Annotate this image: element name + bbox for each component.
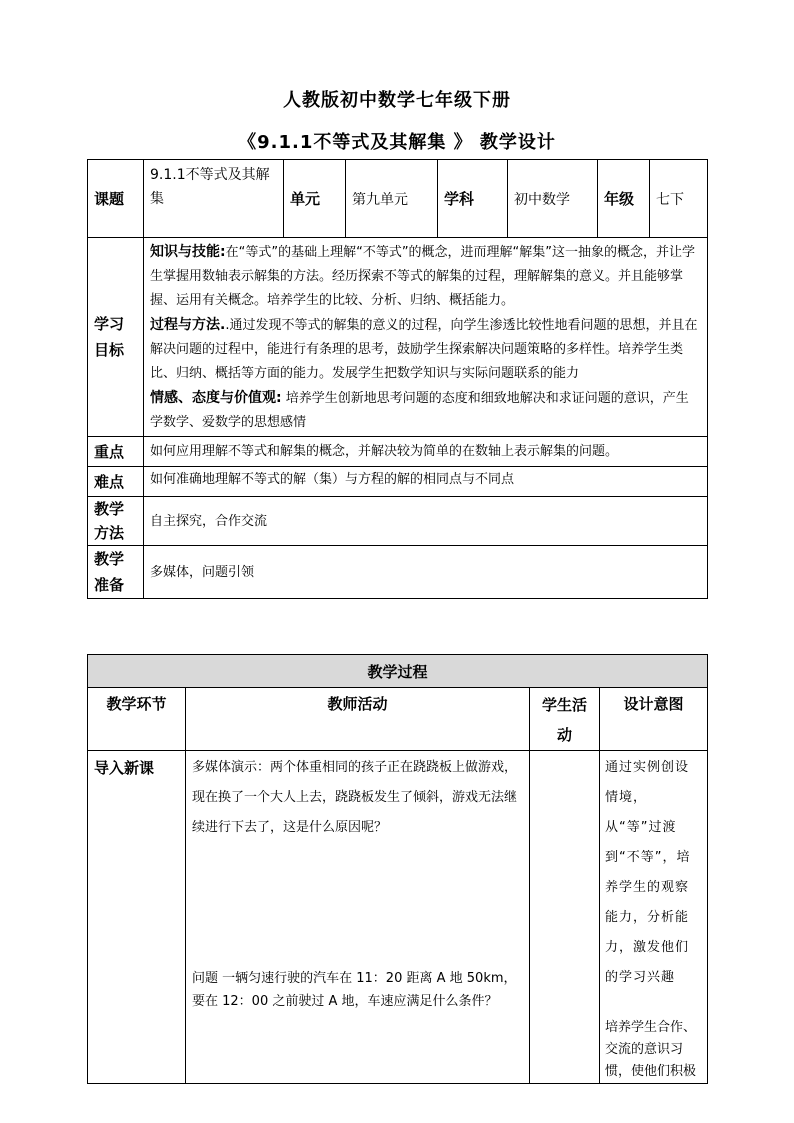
process-text: .通过发现不等式的解集的意义的过程，向学生渗透比较性地看问题的思想，并且在解决问题的过程中，能进行有条理的思考，鼓励学生探索解决问题策略的多样性。培养学生类比、归纳、概括等方面的能力。发展学生把数学知识与实际问题联系的能力 xyxy=(150,318,698,381)
lesson-title: 《9.1.1不等式及其解集 》 教学设计 xyxy=(238,132,556,153)
grade-label: 年级 xyxy=(598,160,650,238)
design-intent-cell xyxy=(600,751,708,1084)
topic-value: 9.1.1不等式及其解集 xyxy=(144,160,284,238)
objectives-label: 学习目标 xyxy=(88,238,144,437)
prep-text: 多媒体，问题引领 xyxy=(144,546,708,599)
prep-label: 教学准备 xyxy=(88,546,144,599)
stage-intro: 导入新课 xyxy=(88,751,186,1084)
grade-value: 七下 xyxy=(650,160,708,238)
subject-value: 初中数学 xyxy=(508,160,598,238)
teaching-process-table xyxy=(87,654,708,1084)
attitude-text: 培养学生创新地思考问题的态度和细致地解决和求证问题的意识，产生学数学、爱数学的思想感情 xyxy=(150,391,689,430)
unit-value: 第九单元 xyxy=(346,160,438,238)
col-design-header: 设计意图 xyxy=(600,688,708,751)
method-text: 自主探究，合作交流 xyxy=(144,497,708,546)
key-point-label: 重点 xyxy=(88,437,144,467)
col-teacher-header: 教师活动 xyxy=(186,688,530,751)
col-student-header: 学生活动 xyxy=(530,688,600,751)
knowledge-title: 知识与技能: xyxy=(150,244,226,260)
lesson-info-table xyxy=(87,159,708,599)
process-table-title: 教学过程 xyxy=(88,655,708,688)
attitude-title: 情感、态度与价值观: xyxy=(150,390,282,406)
design-intent-2: 培养学生合作、交流的意识习惯，使他们积极 xyxy=(605,1020,697,1079)
document-title: 人教版初中数学七年级下册 xyxy=(283,90,511,111)
design-intent-1: 通过实例创设情境，从“等”过渡到“不等”，培养学生的观察能力，分析能力，激发他们的学习兴趣 xyxy=(605,760,691,985)
difficulty-label: 难点 xyxy=(88,467,144,497)
col-stage-header: 教学环节 xyxy=(88,688,186,751)
topic-label: 课题 xyxy=(88,160,144,238)
difficulty-text: 如何准确地理解不等式的解（集）与方程的解的相同点与不同点 xyxy=(144,467,708,497)
teacher-activity-2: 问题 一辆匀速行驶的汽车在 11：20 距离 A 地 50km，要在 12：00 之前驶过 A 地，车速应满足什么条件？ xyxy=(192,971,517,1009)
unit-label: 单元 xyxy=(284,160,346,238)
subject-label: 学科 xyxy=(438,160,508,238)
teacher-activity-1: 多媒体演示：两个体重相同的孩子正在跷跷板上做游戏，现在换了一个大人上去，跷跷板发生了倾斜，游戏无法继续进行下去了，这是什么原因呢？ xyxy=(192,760,518,835)
key-point-text: 如何应用理解不等式和解集的概念，并解决较为简单的在数轴上表示解集的问题。 xyxy=(144,437,708,467)
student-activity-cell xyxy=(530,751,600,1084)
method-label: 教学方法 xyxy=(88,497,144,546)
process-title: 过程与方法. xyxy=(150,317,226,333)
objectives-content xyxy=(144,238,708,437)
teacher-activity-cell xyxy=(186,751,530,1084)
knowledge-text: 在“等式”的基础上理解“不等式”的概念，进而理解“解集”这一抽象的概念，并让学生掌握用数轴表示解集的方法。经历探索不等式的解集的过程，理解解集的意义。并且能够掌握、运用有关概念。培养学生的比较、分析、归纳、概括能力。 xyxy=(150,245,696,308)
